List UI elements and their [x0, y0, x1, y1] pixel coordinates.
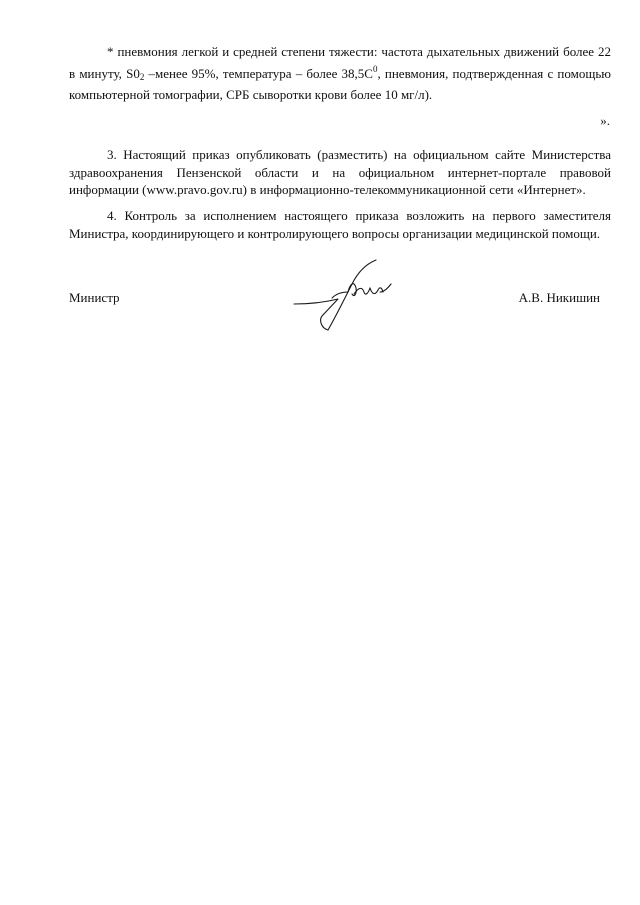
footnote-text-part2: –менее 95%, температура – более 38,5С: [144, 65, 373, 81]
closing-quote: ».: [600, 113, 610, 128]
footnote-superscript: 0: [372, 63, 378, 74]
order-item-4-text: 4. Контроль за исполнением настоящего приказа возложить на первого заместителя Министра, координирующего и контролирующего вопросы организации медицинской помощи.: [69, 208, 611, 241]
footnote-text-part1: * пневмония легкой и средней степени тяжести: частота дыхательных движений более 22 в минуту, S0: [69, 44, 611, 81]
footnote-text-part3: , пневмония, подтвержденная с помощью компьютерной томографии, СРБ сыворотки крови более 10 мг/л).: [69, 65, 611, 102]
signatory-title: Министр: [69, 290, 120, 305]
signatory-name: А.В. Никишин: [518, 290, 600, 305]
footnote-subscript: 2: [139, 71, 145, 82]
order-item-3-text: 3. Настоящий приказ опубликовать (разместить) на официальном сайте Министерства здравоохранения Пензенской области и на официальном интернет-портале правовой информации (www.pravo.gov.ru) в информационно-телекоммуникационной сети «Интернет».: [69, 147, 611, 197]
order-item-3: [69, 146, 611, 199]
footnote-paragraph: [69, 43, 611, 104]
order-item-4: [69, 207, 611, 242]
handwritten-signature: [292, 258, 402, 338]
